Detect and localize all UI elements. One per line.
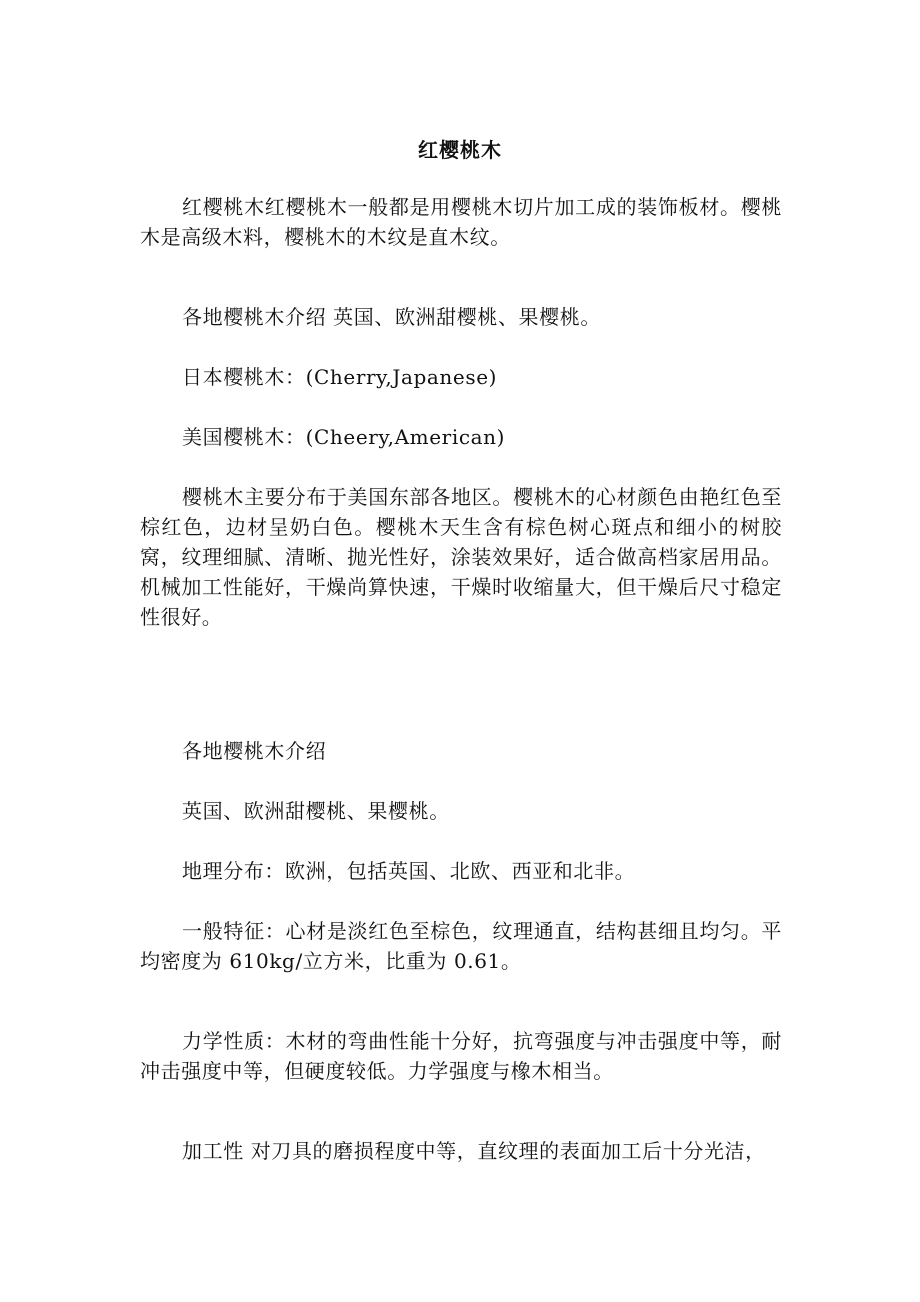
- paragraph-species: 英国、欧洲甜樱桃、果樱桃。: [182, 799, 450, 823]
- paragraph-general-features: 一般特征：心材是淡红色至棕色，纹理通直，结构甚细且均匀。平均密度为 610kg/立方米，比重为 0.61。: [140, 919, 782, 973]
- paragraph-japanese-cherry: 日本樱桃木：(Cherry,Japanese): [182, 365, 498, 389]
- paragraph-mechanical-properties: 力学性质：木材的弯曲性能十分好，抗弯强度与冲击强度中等，耐冲击强度中等，但硬度较低。力学强度与橡木相当。: [140, 1029, 782, 1083]
- paragraph-american-cherry: 美国樱桃木：(Cheery,American): [182, 425, 506, 449]
- paragraph-intro: 红樱桃木红樱桃木一般都是用樱桃木切片加工成的装饰板材。樱桃木是高级木料，樱桃木的木纹是直木纹。: [140, 195, 782, 249]
- paragraph-description: 樱桃木主要分布于美国东部各地区。樱桃木的心材颜色由艳红色至棕红色，边材呈奶白色。樱桃木天生含有棕色树心斑点和细小的树胶窝，纹理细腻、清晰、抛光性好，涂装效果好，适合做高档家居用品。机械加工性能好，干燥尚算快速，干燥时收缩量大，但干燥后尺寸稳定性很好。: [140, 485, 782, 629]
- paragraph-regions-summary: 各地樱桃木介绍 英国、欧洲甜樱桃、果樱桃。: [182, 305, 601, 329]
- paragraph-distribution: 地理分布：欧洲，包括英国、北欧、西亚和北非。: [182, 859, 636, 883]
- paragraph-workability: 加工性 对刀具的磨损程度中等，直纹理的表面加工后十分光洁，: [182, 1139, 766, 1163]
- document-title: 红樱桃木: [418, 138, 502, 162]
- paragraph-regions-heading: 各地樱桃木介绍: [182, 739, 327, 763]
